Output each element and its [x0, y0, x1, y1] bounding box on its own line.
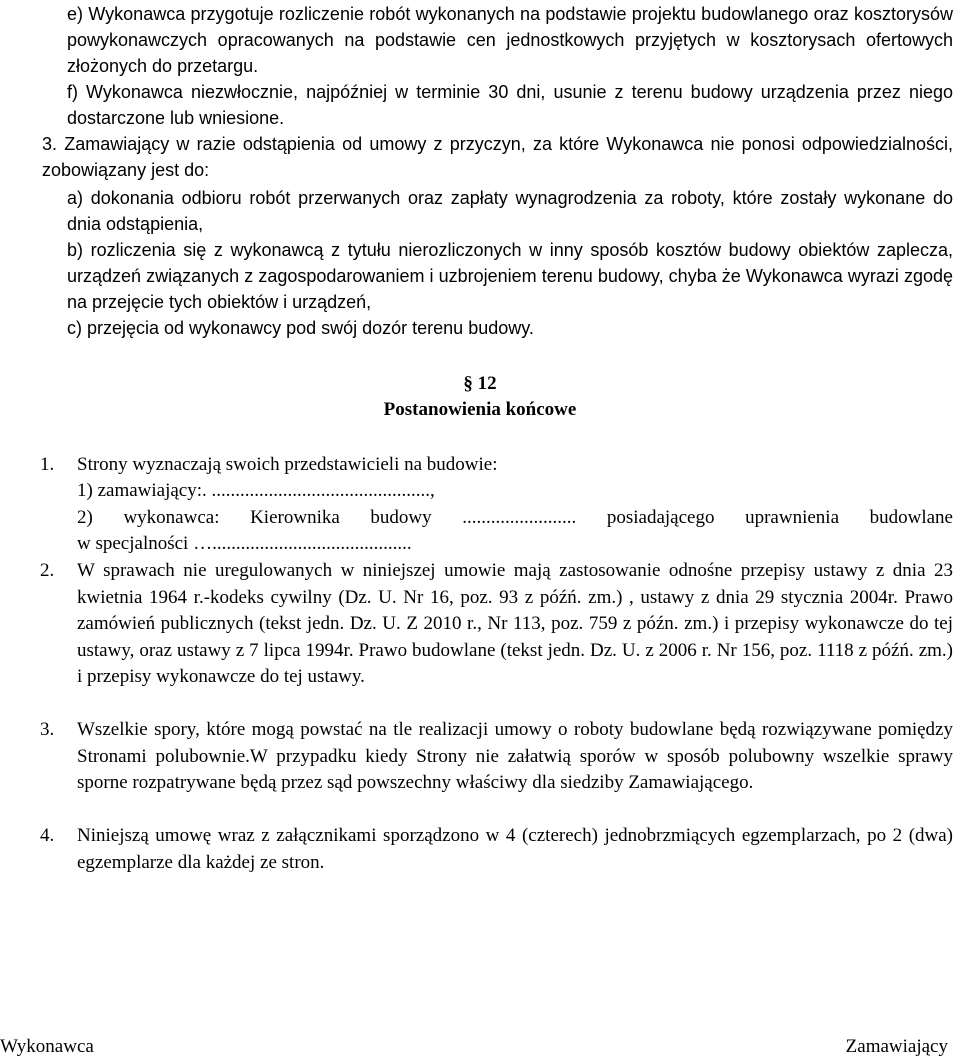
section-title: Postanowienia końcowe	[383, 399, 577, 420]
item-1-number: 1.	[40, 454, 55, 475]
section-e-paragraph: e) Wykonawca przygotuje rozliczenie robót wykonanych na podstawie projektu budowlanego oraz kosztorysów powykonawczych opracowanych na podstawie cen jednostkowych przyjętych w kosztorysach ofertowych złożonych do przetargu.	[67, 4, 953, 76]
item-2-text: W sprawach nie uregulowanych w niniejszej umowie mają zastosowanie odnośne przepisy ustawy z dnia 23 kwietnia 1964 r.-kodeks cywilny (Dz. U. Nr 16, poz. 93 z późń. zm.) , ustawy z dnia 29 stycznia 2004r. Prawo zamówień publicznych (tekst jedn. Dz. U. Z 2010 r., Nr 113, poz. 759 z późn. zm.) i przepisy wykonawcze do tej ustawy, oraz ustawy z 7 lipca 1994r. Prawo budowlane (tekst jedn. Dz. U. z 2006 r. Nr 156, poz. 1118 z późń. zm.) i przepisy wykonawcze do tej ustawy.	[77, 560, 953, 687]
item-3-number: 3.	[40, 719, 55, 740]
item-4-text: Niniejszą umowę wraz z załącznikami sporządzono w 4 (czterech) jednobrzmiących egzemplarzach, po 2 (dwa) egzemplarze dla każdej ze stron.	[77, 825, 953, 873]
signature-zamawiajacy: Zamawiający	[845, 1036, 948, 1057]
paragraph-3: 3. Zamawiający w razie odstąpienia od umowy z przyczyn, za które Wykonawca nie ponosi odpowiedzialności, zobowiązany jest do:	[42, 134, 953, 180]
section-number: § 12	[463, 373, 497, 394]
item-2-number: 2.	[40, 560, 55, 581]
item-3-text: Wszelkie spory, które mogą powstać na tle realizacji umowy o roboty budowlane będą rozwiązywane pomiędzy Stronami polubownie.W przypadku kiedy Strony nie załatwią sporów w sposób polubowny wszelkie sprawy sporne rozpatrywane będą przez sąd powszechny właściwy dla siedziby Zamawiającego.	[77, 719, 953, 793]
item-1-line-4: w specjalności …..........................................	[77, 533, 412, 554]
paragraph-3-item-b: b) rozliczenia się z wykonawcą z tytułu nierozliczonych w inny sposób kosztów budowy obiektów zaplecza, urządzeń związanych z zagospodarowaniem i uzbrojeniem terenu budowy, chyba że Wykonawca wyrazi zgodę na przejęcie tych obiektów i urządzeń,	[67, 240, 953, 312]
signature-wykonawca: Wykonawca	[0, 1036, 94, 1057]
paragraph-3-item-a: a) dokonania odbioru robót przerwanych oraz zapłaty wynagrodzenia za roboty, które zostały wykonane do dnia odstąpienia,	[67, 188, 953, 234]
section-f-paragraph: f) Wykonawca niezwłocznie, najpóźniej w terminie 30 dni, usunie z terenu budowy urządzenia przez niego dostarczone lub wniesione.	[67, 82, 953, 128]
item-1-line-1: Strony wyznaczają swoich przedstawicieli na budowie:	[77, 454, 498, 475]
item-1-line-2: 1) zamawiający:. ..............................................,	[77, 480, 435, 501]
paragraph-3-item-c: c) przejęcia od wykonawcy pod swój dozór terenu budowy.	[67, 318, 534, 338]
item-4-number: 4.	[40, 825, 55, 846]
item-1-line-3: 2) wykonawca: Kierownika budowy ........................ posiadającego uprawnienia budowlane	[77, 507, 953, 528]
